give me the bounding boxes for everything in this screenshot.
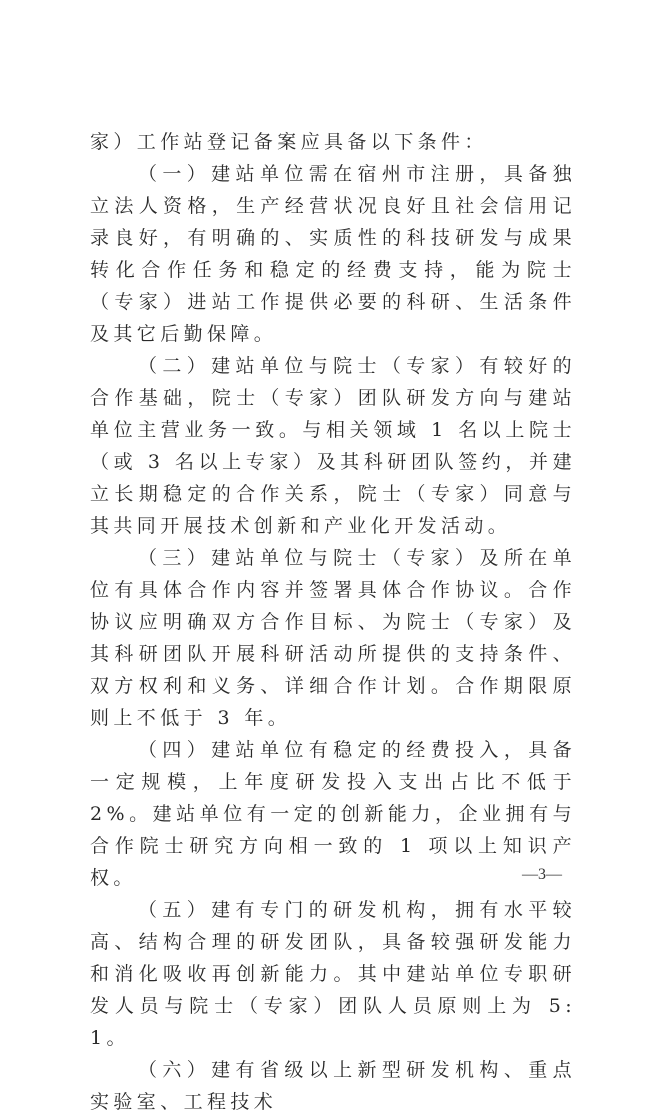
paragraph-condition-5: （五）建有专门的研发机构，拥有水平较高、结构合理的研发团队，具备较强研发能力和消化吸收再创新能力。其中建站单位专职研发人员与院士（专家）团队人员原则上为 5:1。 <box>90 899 576 1049</box>
paragraph-condition-4: （四）建站单位有稳定的经费投入，具备一定规模，上年度研发投入支出占比不低于 2%。建站单位有一定的创新能力，企业拥有与合作院士研究方向相一致的 1 项以上知识产权。 <box>90 739 576 889</box>
page-number: —3— <box>522 866 562 883</box>
document-body <box>90 126 576 1118</box>
paragraph-condition-6: （六）建有省级以上新型研发机构、重点实验室、工程技术 <box>90 1059 576 1113</box>
paragraph-condition-2: （二）建站单位与院士（专家）有较好的合作基础，院士（专家）团队研发方向与建站单位主营业务一致。与相关领域 1 名以上院士（或 3 名以上专家）及其科研团队签约，并建立长期稳定的合作关系，院士（专家）同意与其共同开展技术创新和产业化开发活动。 <box>90 355 576 537</box>
paragraph-condition-3: （三）建站单位与院士（专家）及所在单位有具体合作内容并签署具体合作协议。合作协议应明确双方合作目标、为院士（专家）及其科研团队开展科研活动所提供的支持条件、双方权利和义务、详细合作计划。合作期限原则上不低于 3 年。 <box>90 547 576 729</box>
paragraph-intro-continued: 家）工作站登记备案应具备以下条件： <box>90 131 488 153</box>
paragraph-condition-1: （一）建站单位需在宿州市注册，具备独立法人资格，生产经营状况良好且社会信用记录良好，有明确的、实质性的科技研发与成果转化合作任务和稳定的经费支持，能为院士（专家）进站工作提供必要的科研、生活条件及其它后勤保障。 <box>90 163 576 345</box>
